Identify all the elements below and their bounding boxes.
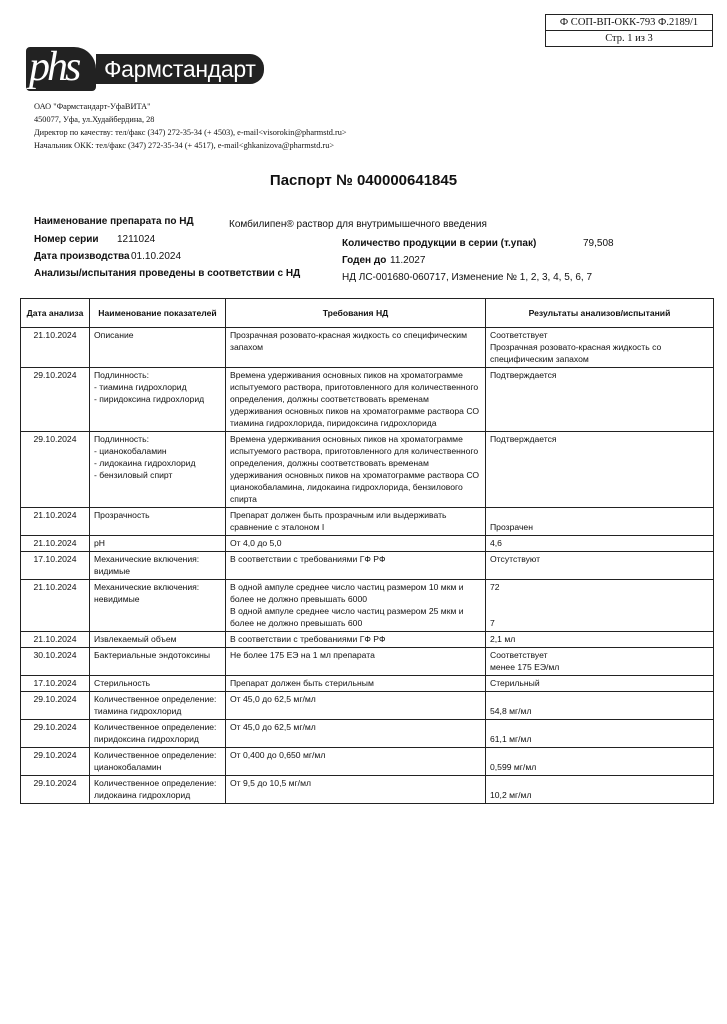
- result-line: [490, 693, 709, 705]
- page-title: Паспорт № 040000641845: [269, 172, 458, 189]
- table-row: [21, 536, 714, 552]
- result-line: [490, 605, 709, 617]
- requirement: В одной ампуле среднее число частиц размером 10 мкм и более не должно превышать 6000 В одной ампуле среднее число частиц размером 25 мкм и более не должно превышать 600: [226, 580, 486, 632]
- company-address: 450077, Уфа, ул.Худайбердина, 28: [34, 115, 155, 124]
- result-line: Подтверждается: [490, 434, 557, 444]
- company-info: [34, 100, 347, 152]
- result-line: 72: [490, 582, 500, 592]
- indicator-name: Прозрачность: [90, 508, 226, 536]
- requirement: Препарат должен быть стерильным: [226, 676, 486, 692]
- result-line: Прозрачен: [490, 522, 533, 532]
- result-line: 7: [490, 618, 495, 628]
- result-line: 4,6: [490, 538, 502, 548]
- okk-contact: Начальник ОКК: тел/факс (347) 272-35-34 (+ 4517), e-mail<ghkanizova@pharmstd.ru>: [34, 141, 335, 150]
- analysis-value: НД ЛС-001680-060717, Изменение № 1, 2, 3, 4, 5, 6, 7: [342, 272, 593, 283]
- table-row: [21, 508, 714, 536]
- result: [486, 776, 714, 804]
- table-row: [21, 720, 714, 748]
- page-number: Стр. 1 из 3: [546, 30, 712, 46]
- result: [486, 648, 714, 676]
- analysis-date: 21.10.2024: [21, 328, 90, 368]
- table-row: [21, 676, 714, 692]
- result-line: Стерильный: [490, 678, 540, 688]
- result: [486, 580, 714, 632]
- qty-value: 79,508: [583, 238, 614, 249]
- expiry-value: 11.2027: [390, 255, 426, 266]
- analysis-date: 21.10.2024: [21, 536, 90, 552]
- requirement: От 9,5 до 10,5 мг/мл: [226, 776, 486, 804]
- analysis-date: 17.10.2024: [21, 552, 90, 580]
- drug-label: Наименование препарата по НД: [34, 216, 194, 227]
- result-line: Прозрачная розовато-красная жидкость со специфическим запахом: [490, 342, 662, 364]
- indicator-name: Количественное определение: цианокобаламин: [90, 748, 226, 776]
- result: [486, 692, 714, 720]
- analysis-date: 21.10.2024: [21, 508, 90, 536]
- indicator-name: Бактериальные эндотоксины: [90, 648, 226, 676]
- result-line: [490, 593, 709, 605]
- series-value: 1211024: [117, 234, 156, 245]
- requirement: Времена удерживания основных пиков на хроматограмме испытуемого раствора, приготовленного для количественного определения, должны соответствовать временам удерживания основных пиков на хроматограмме раствора СО цианокобаламина, лидокаина гидрохлорида, бензилового спирта: [226, 432, 486, 508]
- table-row: [21, 368, 714, 432]
- result: [486, 552, 714, 580]
- result-line: 0,599 мг/мл: [490, 762, 537, 772]
- table-row: [21, 648, 714, 676]
- requirement: Времена удерживания основных пиков на хроматограмме испытуемого раствора, приготовленного для количественного определения, должны соответствовать временам удерживания основных пиков на хроматограмме раствора СО тиамина гидрохлорида, пиридоксина гидрохлорида: [226, 368, 486, 432]
- result-line: [490, 777, 709, 789]
- result-line: [490, 721, 709, 733]
- result: [486, 632, 714, 648]
- company-logo: [26, 44, 256, 91]
- requirement: От 45,0 до 62,5 мг/мл: [226, 692, 486, 720]
- result-line: Отсутствуют: [490, 554, 541, 564]
- analysis-date: 29.10.2024: [21, 368, 90, 432]
- requirement: Прозрачная розовато-красная жидкость со специфическим запахом: [226, 328, 486, 368]
- col-date-header: Дата анализа: [21, 299, 90, 328]
- results-table: [20, 298, 714, 804]
- director-contact: Директор по качеству: тел/факс (347) 272-35-34 (+ 4503), e-mail<visorokin@pharmstd.ru>: [34, 128, 347, 137]
- result: [486, 720, 714, 748]
- requirement: Не более 175 ЕЭ на 1 мл препарата: [226, 648, 486, 676]
- indicator-name: Стерильность: [90, 676, 226, 692]
- analysis-date: 29.10.2024: [21, 432, 90, 508]
- table-row: [21, 432, 714, 508]
- col-req-header: Требования НД: [226, 299, 486, 328]
- table-row: [21, 552, 714, 580]
- result-line: 10,2 мг/мл: [490, 790, 532, 800]
- col-result-header: Результаты анализов/испытаний: [486, 299, 714, 328]
- expiry-label: Годен до: [342, 255, 387, 266]
- company-name: ОАО "Фармстандарт-УфаВИТА": [34, 102, 151, 111]
- form-stamp: [545, 14, 713, 47]
- result-line: 54,8 мг/мл: [490, 706, 532, 716]
- result: [486, 536, 714, 552]
- result: [486, 368, 714, 432]
- table-row: [21, 580, 714, 632]
- analysis-date: 30.10.2024: [21, 648, 90, 676]
- result: [486, 508, 714, 536]
- result-line: 61,1 мг/мл: [490, 734, 532, 744]
- table-row: [21, 632, 714, 648]
- indicator-name: Описание: [90, 328, 226, 368]
- analysis-date: 29.10.2024: [21, 692, 90, 720]
- requirement: Препарат должен быть прозрачным или выдерживать сравнение с эталоном I: [226, 508, 486, 536]
- indicator-name: Механические включения: видимые: [90, 552, 226, 580]
- analysis-label: Анализы/испытания проведены в соответствии с НД: [34, 268, 301, 279]
- requirement: От 45,0 до 62,5 мг/мл: [226, 720, 486, 748]
- analysis-date: 21.10.2024: [21, 632, 90, 648]
- result-line: 2,1 мл: [490, 634, 516, 644]
- indicator-name: Количественное определение: тиамина гидрохлорид: [90, 692, 226, 720]
- requirement: От 0,400 до 0,650 мг/мл: [226, 748, 486, 776]
- drug-value: Комбилипен® раствор для внутримышечного введения: [229, 219, 487, 230]
- requirement: От 4,0 до 5,0: [226, 536, 486, 552]
- table-row: [21, 748, 714, 776]
- series-label: Номер серии: [34, 234, 99, 245]
- indicator-name: Количественное определение: пиридоксина гидрохлорид: [90, 720, 226, 748]
- result-line: [490, 749, 709, 761]
- col-name-header: Наименование показателей: [90, 299, 226, 328]
- result-line: Соответствует: [490, 650, 548, 660]
- analysis-date: 29.10.2024: [21, 720, 90, 748]
- result-line: менее 175 ЕЭ/мл: [490, 662, 560, 672]
- analysis-date: 17.10.2024: [21, 676, 90, 692]
- result: [486, 676, 714, 692]
- result: [486, 328, 714, 368]
- result-line: Подтверждается: [490, 370, 557, 380]
- prod-date-value: 01.10.2024: [131, 251, 182, 262]
- requirement: В соответствии с требованиями ГФ РФ: [226, 632, 486, 648]
- result: [486, 432, 714, 508]
- form-code: Ф СОП-ВП-ОКК-793 Ф.2189/1: [559, 17, 699, 28]
- logo-mark: phs: [26, 47, 96, 91]
- table-row: [21, 692, 714, 720]
- indicator-name: pH: [90, 536, 226, 552]
- prod-date-label: Дата производства: [34, 251, 130, 262]
- indicator-name: Количественное определение: лидокаина гидрохлорид: [90, 776, 226, 804]
- indicator-name: Подлинность: - тиамина гидрохлорид - пиридоксина гидрохлорид: [90, 368, 226, 432]
- indicator-name: Подлинность: - цианокобаламин - лидокаина гидрохлорид - бензиловый спирт: [90, 432, 226, 508]
- qty-label: Количество продукции в серии (т.упак): [342, 238, 537, 249]
- analysis-date: 21.10.2024: [21, 580, 90, 632]
- result: [486, 748, 714, 776]
- analysis-date: 29.10.2024: [21, 776, 90, 804]
- table-header-row: [21, 299, 714, 328]
- analysis-date: 29.10.2024: [21, 748, 90, 776]
- requirement: В соответствии с требованиями ГФ РФ: [226, 552, 486, 580]
- indicator-name: Извлекаемый объем: [90, 632, 226, 648]
- indicator-name: Механические включения: невидимые: [90, 580, 226, 632]
- result-line: Соответствует: [490, 330, 548, 340]
- logo-name: Фармстандарт: [96, 54, 264, 84]
- result-line: [490, 509, 709, 521]
- table-row: [21, 776, 714, 804]
- table-row: [21, 328, 714, 368]
